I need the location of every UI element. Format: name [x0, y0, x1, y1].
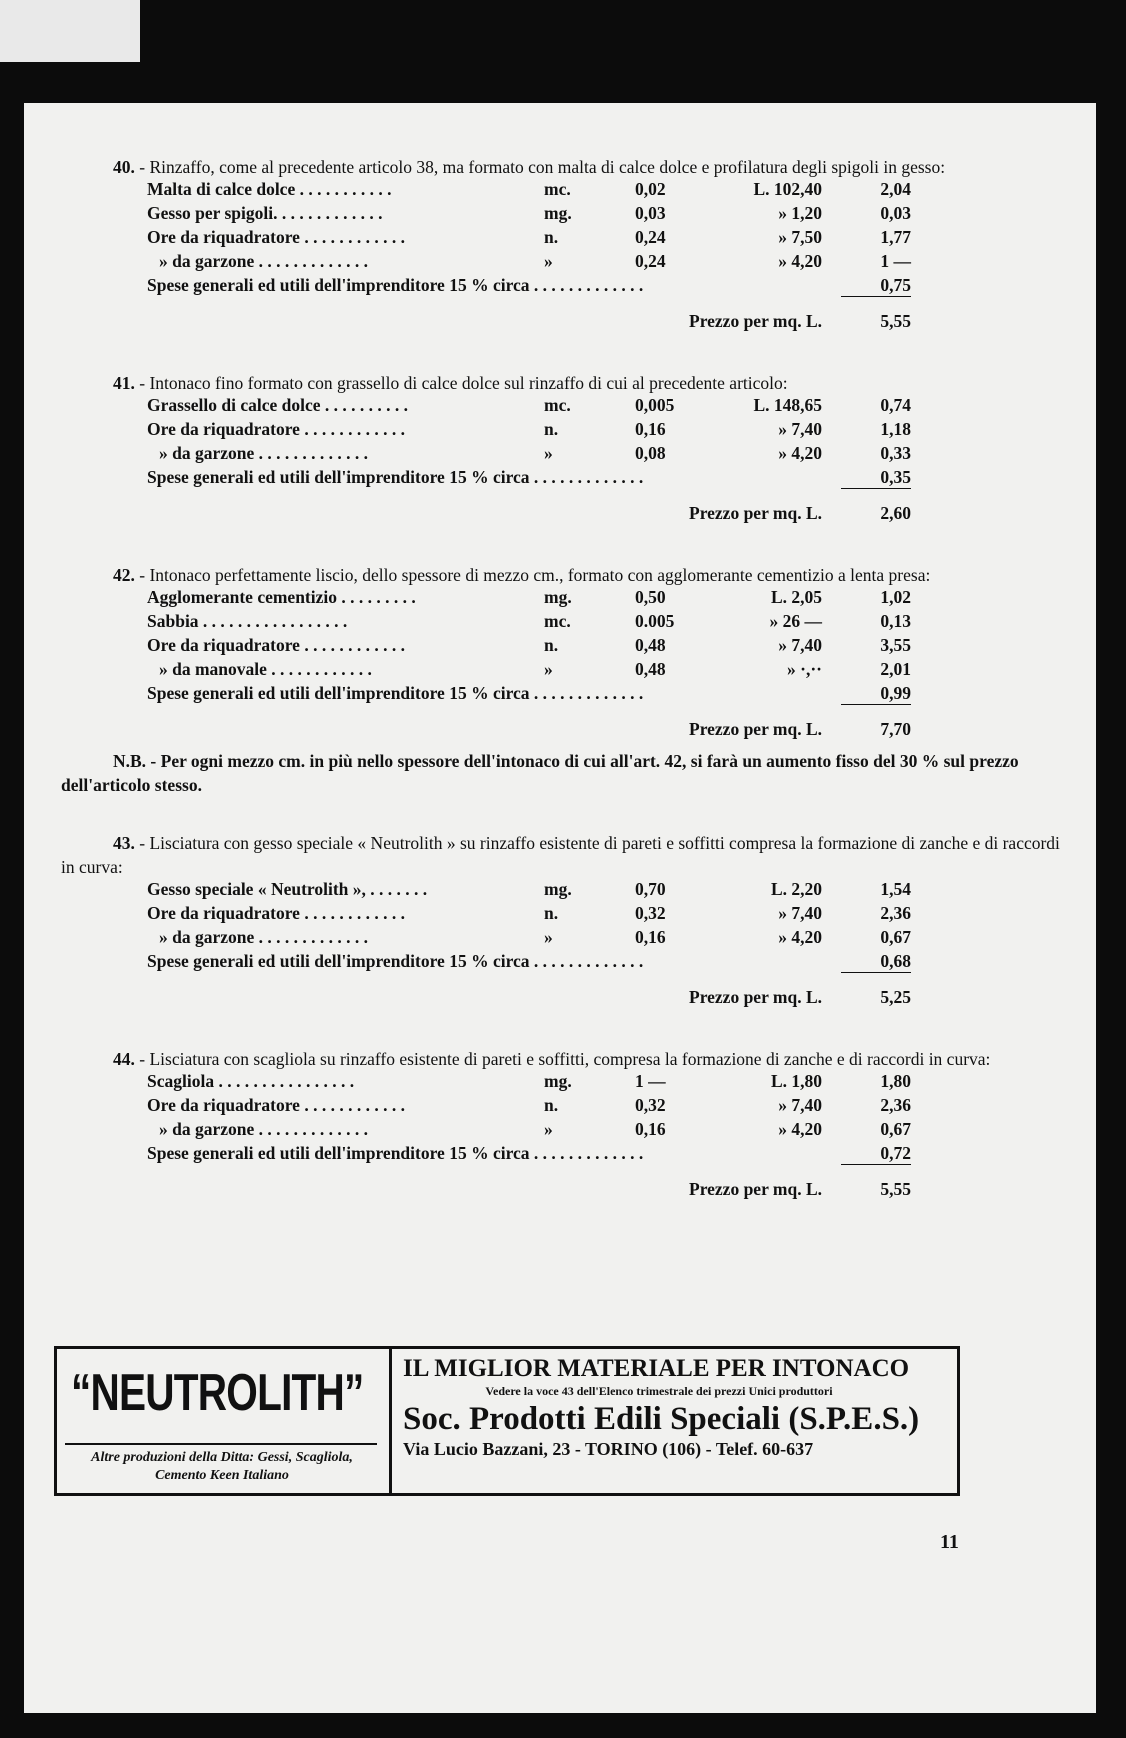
item-total: 0,13	[880, 611, 911, 631]
item-unit-price: » 7,40	[778, 419, 822, 439]
cost-item-row	[61, 227, 1061, 251]
item-total: 2,36	[880, 903, 911, 923]
ad-subline: Vedere la voce 43 dell'Elenco trimestrale dei prezzi Unici produttori	[485, 1384, 833, 1398]
item-unit-price: » 7,50	[778, 227, 822, 247]
item-total: 2,01	[880, 659, 911, 679]
item-label: Ore da riquadratore . . . . . . . . . . . .	[147, 635, 405, 655]
cost-item-row	[61, 203, 1061, 227]
item-unit-price: L. 102,40	[753, 179, 822, 199]
item-unit-price: L. 2,20	[770, 879, 822, 899]
item-unit: »	[544, 251, 553, 271]
article-description: - Intonaco fino formato con grassello di calce dolce sul rinzaffo di cui al precedente articolo:	[139, 373, 788, 393]
item-quantity: 0,08	[635, 443, 666, 463]
item-label: » da garzone . . . . . . . . . . . . .	[159, 251, 369, 271]
price-label: Prezzo per mq. L.	[689, 311, 823, 331]
price-value: 5,55	[880, 311, 911, 331]
cost-item-row	[61, 611, 1061, 635]
price-per-sqm-row	[61, 309, 1061, 337]
item-quantity: 0,005	[635, 395, 675, 415]
item-quantity: 0.005	[635, 611, 675, 631]
item-unit-price: L. 2,05	[770, 587, 822, 607]
ad-brand-name: “NEUTROLITH”	[71, 1364, 364, 1422]
item-label: Spese generali ed utili dell'imprenditore 15 % circa . . . . . . . . . . . . .	[147, 275, 644, 295]
price-label: Prezzo per mq. L.	[689, 719, 823, 739]
article-section	[61, 1047, 1061, 1205]
item-unit: mc.	[544, 395, 571, 415]
document-page	[24, 103, 1096, 1713]
article-section	[61, 155, 1061, 337]
item-total: 0,67	[880, 927, 911, 947]
cost-item-row	[61, 1119, 1061, 1143]
ad-other-products: Altre produzioni della Ditta: Gessi, Scagliola, Cemento Keen Italiano	[91, 1450, 353, 1483]
cost-item-row	[61, 419, 1061, 443]
item-unit-price: L. 148,65	[753, 395, 822, 415]
item-label: Spese generali ed utili dell'imprenditore 15 % circa . . . . . . . . . . . . .	[147, 1143, 644, 1163]
item-unit-price: L. 1,80	[770, 1071, 822, 1091]
price-per-sqm-row	[61, 1177, 1061, 1205]
item-unit: mg.	[544, 203, 572, 223]
item-quantity: 0,70	[635, 879, 666, 899]
item-unit-price: » 7,40	[778, 1095, 822, 1115]
overhead-row	[61, 467, 1061, 491]
item-unit-price: » ·,··	[786, 659, 822, 679]
neutrolith-advertisement	[54, 1346, 960, 1496]
item-label: Gesso per spigoli. . . . . . . . . . . . .	[147, 203, 383, 223]
item-quantity: 0,24	[635, 251, 666, 271]
note-nb: N.B. - Per ogni mezzo cm. in più nello spessore dell'intonaco di cui all'art. 42, si farà un aumento fisso del 30 % sul prezzo dell'articolo stesso.	[61, 751, 1019, 795]
item-label: Spese generali ed utili dell'imprenditore 15 % circa . . . . . . . . . . . . .	[147, 467, 644, 487]
price-per-sqm-row	[61, 717, 1061, 745]
item-unit-price: » 4,20	[778, 251, 822, 271]
item-label: Spese generali ed utili dell'imprenditore 15 % circa . . . . . . . . . . . . .	[147, 951, 644, 971]
article-description: - Intonaco perfettamente liscio, dello spessore di mezzo cm., formato con agglomerante cementizio a lenta presa:	[139, 565, 931, 585]
item-quantity: 0,24	[635, 227, 666, 247]
overhead-row	[61, 951, 1061, 975]
item-total: 1,18	[880, 419, 911, 439]
item-quantity: 0,16	[635, 927, 666, 947]
price-list-content	[61, 155, 1061, 1239]
price-value: 5,25	[880, 987, 911, 1007]
cost-item-row	[61, 1071, 1061, 1095]
article-heading	[61, 563, 1061, 587]
ad-brand-rule	[65, 1443, 377, 1445]
ad-text-panel	[403, 1355, 953, 1461]
item-unit: n.	[544, 635, 559, 655]
item-quantity: 0,50	[635, 587, 666, 607]
cost-item-row	[61, 879, 1061, 903]
article-heading	[61, 1047, 1061, 1071]
item-label: Malta di calce dolce . . . . . . . . . . .	[147, 179, 392, 199]
item-unit: »	[544, 927, 553, 947]
item-unit: mg.	[544, 587, 572, 607]
article-number: 44.	[113, 1049, 135, 1069]
item-unit-price: » 4,20	[778, 927, 822, 947]
price-value: 5,55	[880, 1179, 911, 1199]
spacer	[61, 491, 1061, 501]
item-unit: »	[544, 1119, 553, 1139]
ad-headline: IL MIGLIOR MATERIALE PER INTONACO	[403, 1355, 910, 1382]
item-total: 1 —	[880, 251, 911, 271]
item-label: » da garzone . . . . . . . . . . . . .	[159, 443, 369, 463]
item-unit: n.	[544, 227, 559, 247]
cost-item-row	[61, 903, 1061, 927]
item-unit: n.	[544, 419, 559, 439]
ad-address: Via Lucio Bazzani, 23 - TORINO (106) - Telef. 60-637	[403, 1439, 814, 1459]
item-label: Agglomerante cementizio . . . . . . . . .	[147, 587, 416, 607]
item-total: 1,80	[880, 1071, 911, 1091]
item-total: 0,03	[880, 203, 911, 223]
price-label: Prezzo per mq. L.	[689, 503, 823, 523]
page-number: 11	[940, 1531, 959, 1553]
item-quantity: 0,48	[635, 659, 666, 679]
item-label: » da garzone . . . . . . . . . . . . .	[159, 1119, 369, 1139]
item-unit: »	[544, 443, 553, 463]
item-label: Grassello di calce dolce . . . . . . . . . .	[147, 395, 409, 415]
item-unit: mg.	[544, 1071, 572, 1091]
item-unit: n.	[544, 903, 559, 923]
cost-item-row	[61, 587, 1061, 611]
price-value: 2,60	[880, 503, 911, 523]
item-quantity: 0,02	[635, 179, 666, 199]
item-quantity: 0,16	[635, 419, 666, 439]
article-section	[61, 563, 1061, 797]
article-description: - Rinzaffo, come al precedente articolo 38, ma formato con malta di calce dolce e profilatura degli spigoli in gesso:	[139, 157, 946, 177]
item-total: 1,54	[880, 879, 911, 899]
item-total: 0,67	[880, 1119, 911, 1139]
item-label: Ore da riquadratore . . . . . . . . . . . .	[147, 419, 405, 439]
item-unit: mc.	[544, 179, 571, 199]
item-unit-price: » 1,20	[778, 203, 822, 223]
article-section	[61, 371, 1061, 529]
item-unit-price: » 4,20	[778, 443, 822, 463]
item-total: 1,77	[880, 227, 911, 247]
item-label: » da garzone . . . . . . . . . . . . .	[159, 927, 369, 947]
article-section	[61, 831, 1061, 1013]
item-total: 0,68	[841, 951, 911, 973]
item-total: 0,35	[841, 467, 911, 489]
overhead-row	[61, 275, 1061, 299]
item-unit: mg.	[544, 879, 572, 899]
article-heading	[61, 831, 1061, 879]
article-heading	[61, 371, 1061, 395]
item-unit: »	[544, 659, 553, 679]
item-label: Ore da riquadratore . . . . . . . . . . . .	[147, 227, 405, 247]
ad-company-name: Soc. Prodotti Edili Speciali (S.P.E.S.)	[403, 1401, 920, 1437]
item-label: Gesso speciale « Neutrolith », . . . . . . .	[147, 879, 428, 899]
item-total: 0,33	[880, 443, 911, 463]
ad-divider	[389, 1349, 392, 1493]
item-quantity: 0,16	[635, 1119, 666, 1139]
article-number: 40.	[113, 157, 135, 177]
item-quantity: 0,48	[635, 635, 666, 655]
item-unit-price: » 4,20	[778, 1119, 822, 1139]
price-value: 7,70	[880, 719, 911, 739]
cost-item-row	[61, 395, 1061, 419]
item-total: 3,55	[880, 635, 911, 655]
price-label: Prezzo per mq. L.	[689, 987, 823, 1007]
item-unit-price: » 26 —	[769, 611, 822, 631]
cost-item-row	[61, 1095, 1061, 1119]
item-total: 0,75	[841, 275, 911, 297]
item-quantity: 0,32	[635, 903, 666, 923]
price-per-sqm-row	[61, 501, 1061, 529]
spacer	[61, 707, 1061, 717]
article-heading	[61, 155, 1061, 179]
ad-brand-panel	[63, 1357, 381, 1487]
article-description: - Lisciatura con scagliola su rinzaffo esistente di pareti e soffitti, compresa la formazione di zanche e di raccordi in curva:	[139, 1049, 991, 1069]
article-number: 41.	[113, 373, 135, 393]
item-label: Spese generali ed utili dell'imprenditore 15 % circa . . . . . . . . . . . . .	[147, 683, 644, 703]
item-unit-price: » 7,40	[778, 635, 822, 655]
item-total: 2,04	[880, 179, 911, 199]
article-description: - Lisciatura con gesso speciale « Neutrolith » su rinzaffo esistente di pareti e soffitti compresa la formazione di zanche e di raccordi in curva:	[61, 833, 1060, 877]
overhead-row	[61, 1143, 1061, 1167]
cost-item-row	[61, 927, 1061, 951]
cost-item-row	[61, 179, 1061, 203]
item-quantity: 1 —	[635, 1071, 666, 1091]
item-total: 0,74	[880, 395, 911, 415]
cost-item-row	[61, 251, 1061, 275]
price-per-sqm-row	[61, 985, 1061, 1013]
item-label: Sabbia . . . . . . . . . . . . . . . . .	[147, 611, 348, 631]
scan-corner	[0, 0, 140, 62]
spacer	[61, 975, 1061, 985]
cost-item-row	[61, 659, 1061, 683]
overhead-row	[61, 683, 1061, 707]
article-number: 42.	[113, 565, 135, 585]
price-label: Prezzo per mq. L.	[689, 1179, 823, 1199]
item-unit: n.	[544, 1095, 559, 1115]
item-total: 1,02	[880, 587, 911, 607]
item-quantity: 0,03	[635, 203, 666, 223]
item-unit-price: » 7,40	[778, 903, 822, 923]
item-total: 2,36	[880, 1095, 911, 1115]
item-total: 0,72	[841, 1143, 911, 1165]
item-unit: mc.	[544, 611, 571, 631]
spacer	[61, 299, 1061, 309]
item-total: 0,99	[841, 683, 911, 705]
item-label: » da manovale . . . . . . . . . . . .	[159, 659, 372, 679]
item-label: Scagliola . . . . . . . . . . . . . . . .	[147, 1071, 355, 1091]
spacer	[61, 1167, 1061, 1177]
item-quantity: 0,32	[635, 1095, 666, 1115]
article-number: 43.	[113, 833, 135, 853]
cost-item-row	[61, 443, 1061, 467]
cost-item-row	[61, 635, 1061, 659]
item-label: Ore da riquadratore . . . . . . . . . . . .	[147, 1095, 405, 1115]
item-label: Ore da riquadratore . . . . . . . . . . . .	[147, 903, 405, 923]
